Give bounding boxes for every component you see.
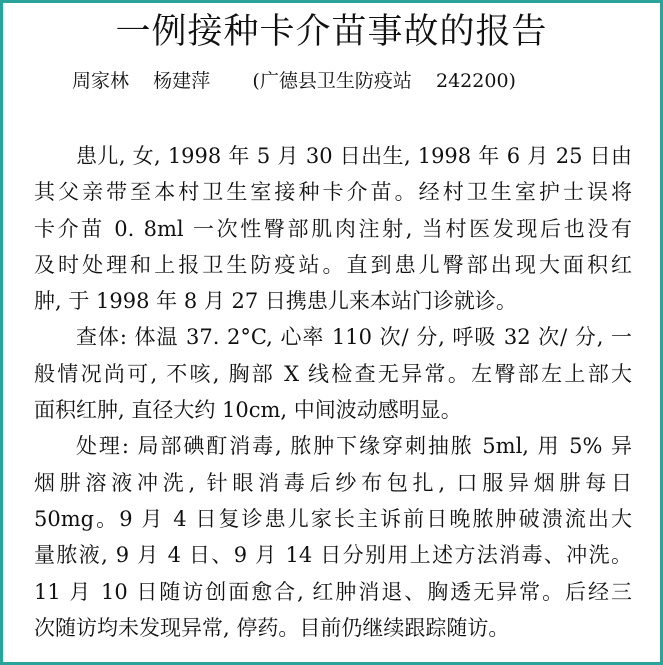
paragraph-treatment xyxy=(34,428,632,646)
article-body xyxy=(34,138,632,646)
paragraph-examination xyxy=(34,319,632,428)
body-line: 面积红肿, 直径大约 10cm, 中间波动感明显。 xyxy=(34,398,462,423)
body-line: 处理: 局部碘酊消毒, 脓肿下缘穿刺抽脓 5ml, 用 5% 异 xyxy=(76,434,632,459)
body-line: 肿, 于 1998 年 8 月 27 日携患儿来本站门诊就诊。 xyxy=(34,289,517,314)
paragraph-patient-history xyxy=(34,138,632,319)
body-line: 11 月 10 日随访创面愈合, 红肿消退、胸透无异常。后经三 xyxy=(34,579,632,604)
body-line: 次随访均未发现异常, 停药。目前仍继续跟踪随访。 xyxy=(34,615,510,640)
body-line: 其父亲带至本村卫生室接种卡介苗。经村卫生室护士误将 xyxy=(34,180,632,205)
body-line: 50mg。9 月 4 日复诊患儿家长主诉前日晚脓肿破溃流出大 xyxy=(34,506,632,531)
body-line: 量脓液, 9 月 4 日、9 月 14 日分别用上述方法消毒、冲洗。 xyxy=(34,543,632,568)
body-line: 及时处理和上报卫生防疫站。直到患儿臀部出现大面积红 xyxy=(34,252,632,277)
body-line: 烟肼溶液冲洗, 针眼消毒后纱布包扎, 口服异烟肼每日 xyxy=(34,470,632,495)
author-byline: 周家林 杨建萍 (广德县卫生防疫站 242200) xyxy=(72,70,516,92)
article-title: 一例接种卡介苗事故的报告 xyxy=(115,12,548,52)
body-line: 般情况尚可, 不咳, 胸部 X 线检查无异常。左臀部左上部大 xyxy=(34,361,632,386)
body-line: 患儿, 女, 1998 年 5 月 30 日出生, 1998 年 6 月 25 日由 xyxy=(76,144,632,168)
body-line: 查体: 体温 37. 2°C, 心率 110 次/ 分, 呼吸 32 次/ 分, 一 xyxy=(76,325,632,350)
body-line: 卡介苗 0. 8ml 一次性臀部肌肉注射, 当村医发现后也没有 xyxy=(34,216,632,241)
